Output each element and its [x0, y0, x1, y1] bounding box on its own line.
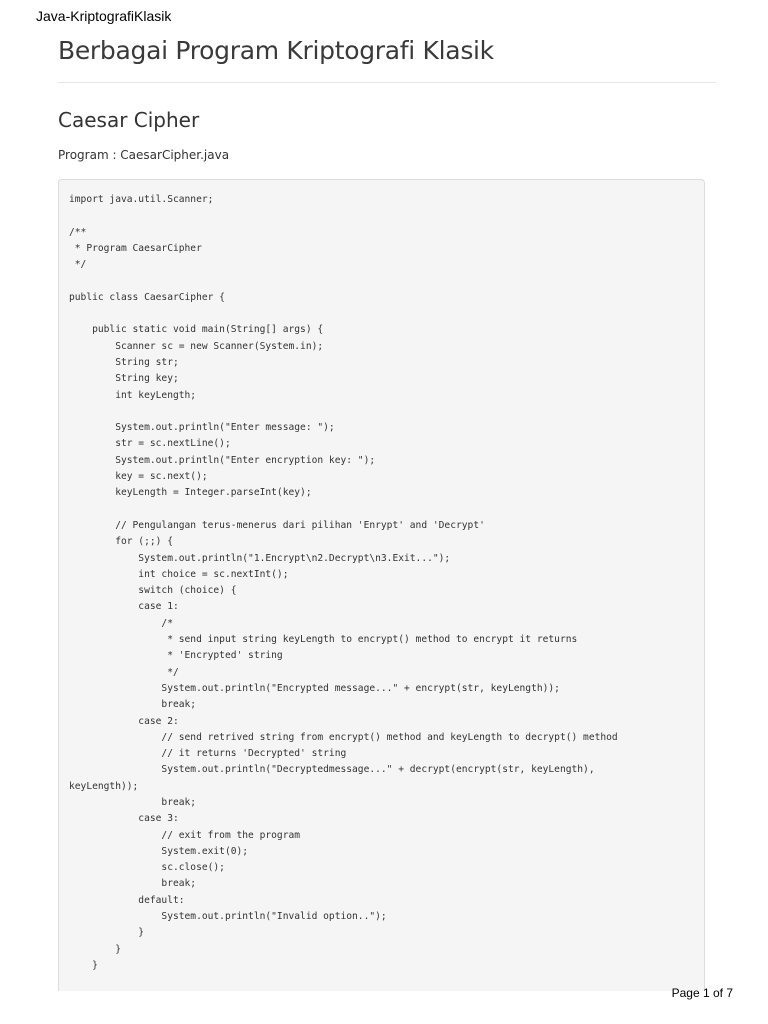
- title-divider: [58, 82, 716, 83]
- document-name: Java-KriptografiKlasik: [36, 8, 172, 24]
- page-title: Berbagai Program Kriptografi Klasik: [58, 36, 494, 65]
- page-number: Page 1 of 7: [671, 986, 733, 1000]
- program-label: Program : CaesarCipher.java: [58, 148, 230, 162]
- code-listing: import java.util.Scanner; /** * Program CaesarCipher */ public class CaesarCipher { public static void main(String[] args) { Scanner sc = new Scanner(System.in); String str; String key; int keyLength; System.out.println("Enter message: "); str = sc.nextLine(); System.out.println("Enter encryption key: "); key = sc.next(); keyLength = Integer.parseInt(key); // Pengulangan terus-menerus dari pilihan 'Enrypt' and 'Decrypt' for (;;) { System.out.println("1.Encrypt\n2.Decrypt\n3.Exit..."); int choice = sc.nextInt(); switch (choice) { case 1: /* * send input string keyLength to encrypt() method to encrypt it returns * 'Encrypted' string */ System.out.println("Encrypted message..." + encrypt(str, keyLength)); break; case 2: // send retrived string from encrypt() method and keyLength to decrypt() method // it returns 'Decrypted' string System.out.println("Decryptedmessage..." + decrypt(encrypt(str, keyLength), keyLength)); break; case 3: // exit from the program System.exit(0); sc.close(); break; default: System.out.println("Invalid option.."); } } }: [69, 194, 618, 971]
- code-block: [58, 179, 705, 991]
- section-title: Caesar Cipher: [58, 108, 200, 132]
